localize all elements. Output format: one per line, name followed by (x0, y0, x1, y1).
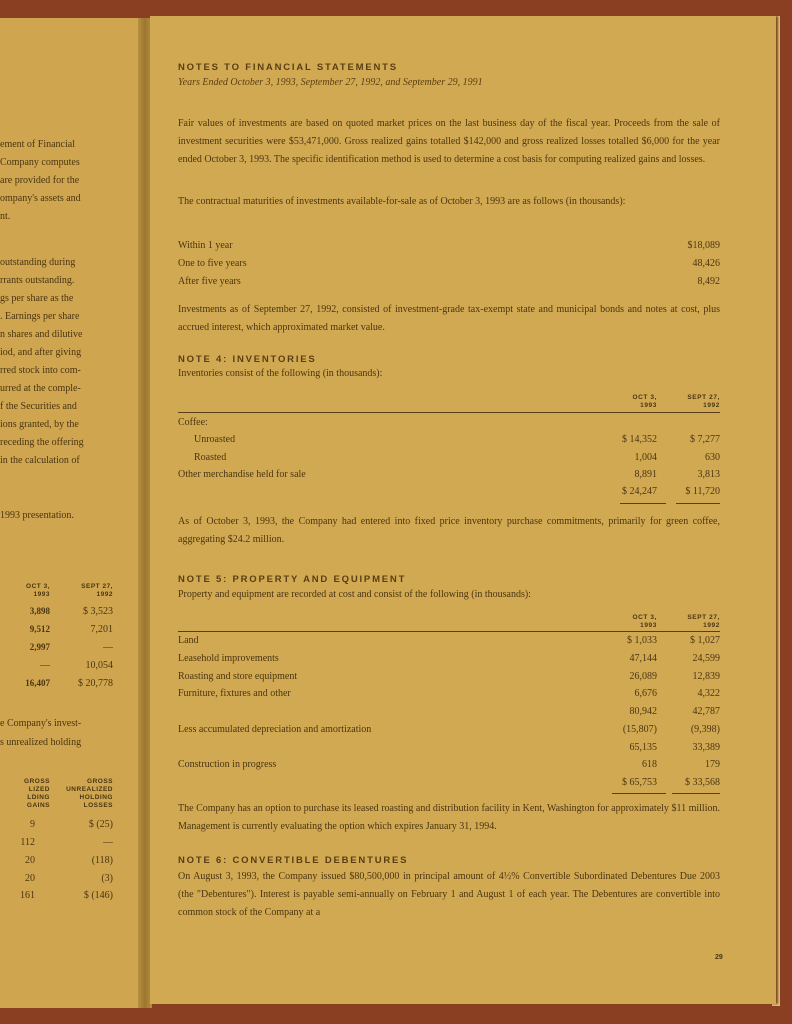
left-text-line: Company computes (0, 157, 80, 168)
note4-intro: Inventories consist of the following (in thousands): (178, 368, 383, 379)
note5-col2: SEPT 27, 1992 (687, 614, 720, 629)
left-table2-cell: 20 (25, 855, 35, 866)
property-subtotal: 80,942 (629, 706, 657, 717)
left-table2-cell: (118) (91, 855, 113, 866)
left-text-line: f the Securities and (0, 401, 77, 412)
property-subtotal: 33,389 (692, 742, 720, 753)
left-text-line: n shares and dilutive (0, 329, 83, 340)
maturity-label: One to five years (178, 258, 247, 269)
inventory-value: $ 7,277 (690, 434, 720, 445)
inventory-label: Unroasted (194, 434, 236, 445)
table-rule (178, 412, 720, 413)
left-text-line: ompany's assets and (0, 193, 81, 204)
left-text-line: 1993 presentation. (0, 510, 74, 521)
left-table2-cell: 161 (20, 890, 35, 901)
property-label: Leasehold improvements (178, 653, 279, 664)
left-text-line: in the calculation of (0, 455, 80, 466)
inventory-value: 1,004 (634, 452, 657, 463)
left-text-line: . Earnings per share (0, 311, 80, 322)
depreciation-value: (15,807) (622, 724, 657, 735)
inventory-value: $ 14,352 (622, 434, 657, 445)
property-value: 47,144 (629, 653, 657, 664)
depreciation-value: (9,398) (690, 724, 720, 735)
property-label: Land (178, 635, 199, 646)
left-table2-cell: $ (25) (88, 819, 113, 830)
note5-col1: OCT 3, 1993 (632, 614, 657, 629)
property-value: 4,322 (697, 688, 720, 699)
total-rule (612, 793, 666, 794)
note4-heading: NOTE 4: INVENTORIES (178, 354, 317, 365)
right-page (150, 16, 776, 1004)
left-table2-cell: — (103, 837, 113, 848)
property-label: Furniture, fixtures and other (178, 688, 291, 699)
depreciation-label: Less accumulated depreciation and amortization (178, 724, 372, 735)
left-table1-col1: OCT 3, 1993 (26, 583, 50, 598)
left-table2-cell: $ (146) (83, 890, 113, 901)
left-text-line: nt. (0, 211, 11, 222)
note5-heading: NOTE 5: PROPERTY AND EQUIPMENT (178, 574, 407, 585)
property-total: $ 33,568 (685, 777, 720, 788)
maturity-value: 48,426 (692, 258, 720, 269)
left-text-line: iod, and after giving (0, 347, 82, 358)
left-table2-col1: GROSS LIZED LDING GAINS (24, 778, 50, 809)
inventory-value: 8,891 (634, 469, 657, 480)
note4-col1: OCT 3, 1993 (632, 394, 657, 409)
left-text-line: ement of Financial (0, 139, 75, 150)
left-table1-cell: 2,997 (29, 642, 50, 652)
inventory-value: 630 (705, 452, 720, 463)
note4-col2: SEPT 27, 1992 (687, 394, 720, 409)
left-text-line: rrants outstanding. (0, 275, 75, 286)
property-subtotal: 42,787 (692, 706, 720, 717)
property-value: $ 1,027 (690, 635, 720, 646)
left-table2-cell: (3) (101, 873, 113, 884)
property-value: $ 1,033 (627, 635, 657, 646)
property-value: 26,089 (629, 671, 657, 682)
left-text-line: are provided for the (0, 175, 80, 186)
left-table1-cell: $ 20,778 (78, 678, 113, 689)
inventory-label: Roasted (194, 452, 227, 463)
property-total: $ 65,753 (622, 777, 657, 788)
left-table1-col2: SEPT 27, 1992 (81, 583, 113, 598)
left-table1-cell: 10,054 (85, 660, 113, 671)
page-subtitle: Years Ended October 3, 1993, September 27, 1992, and September 29, 1991 (178, 77, 483, 88)
intro-paragraph: Fair values of investments are based on quoted market prices on the last business day of the fiscal year. Proceeds from the sale of investment securities were $53,471,000. Gross realized gains totalled $142,000 and gross realized losses totalled $6,000 for the year ended October 3, 1993. The specific identification method is used to determine a cost basis for computing realized gains and losses. (178, 118, 720, 165)
left-table1-cell: — (40, 660, 50, 671)
left-table1-cell: 3,898 (29, 606, 50, 616)
maturity-value: $18,089 (687, 240, 720, 251)
left-text-line: gs per share as the (0, 293, 74, 304)
left-table1-cell: 9,512 (29, 624, 50, 634)
maturity-label: After five years (178, 276, 241, 287)
left-table1-cell: $ 3,523 (83, 606, 113, 617)
page-number: 29 (715, 954, 723, 961)
note5-intro: Property and equipment are recorded at cost and consist of the following (in thousands): (178, 589, 531, 600)
property-subtotal: 65,135 (629, 742, 657, 753)
left-text-line: urred at the comple- (0, 383, 81, 394)
left-text-line: e Company's invest- (0, 718, 82, 729)
inventory-total: $ 24,247 (622, 486, 657, 497)
total-rule (672, 793, 720, 794)
maturity-value: 8,492 (697, 276, 720, 287)
left-page (0, 18, 145, 1008)
total-rule (676, 503, 720, 504)
construction-value: 618 (642, 759, 657, 770)
debentures-paragraph: On August 3, 1993, the Company issued $80,500,000 in principal amount of 4½% Convertible Subordinated Debentures Due 2003 (the "Debentures"). Interest is payable semi-annually on February 1 and August 1 of each year. The Debentures are convertible into common stock of the Company at a (178, 871, 720, 918)
left-table2-cell: 112 (20, 837, 35, 848)
facility-option-paragraph: The Company has an option to purchase its leased roasting and distribution facility in Kent, Washington for approximately $11 million. Management is currently evaluating the option which expires January 31, 1994. (178, 803, 720, 832)
left-text-line: s unrealized holding (0, 737, 82, 748)
total-rule (620, 503, 666, 504)
left-text-line: ions granted, by the (0, 419, 79, 430)
inventory-value: 3,813 (697, 469, 720, 480)
maturities-paragraph: The contractual maturities of investments available-for-sale as of October 3, 1993 are as follows (in thousands): (178, 196, 626, 207)
inventory-commitments-paragraph: As of October 3, 1993, the Company had entered into fixed price inventory purchase commitments, primarily for green coffee, aggregating $24.2 million. (178, 516, 720, 545)
left-table1-cell: 16,407 (25, 678, 50, 688)
left-table2-cell: 20 (25, 873, 35, 884)
inventory-total: $ 11,720 (685, 486, 720, 497)
coffee-label: Coffee: (178, 417, 208, 428)
property-value: 24,599 (692, 653, 720, 664)
inventory-label: Other merchandise held for sale (178, 469, 306, 480)
left-table2-col2: GROSS UNREALIZED HOLDING LOSSES (66, 778, 113, 809)
page-title: NOTES TO FINANCIAL STATEMENTS (178, 62, 398, 73)
property-value: 12,839 (692, 671, 720, 682)
construction-label: Construction in progress (178, 759, 277, 770)
left-table2-cell: 9 (30, 819, 35, 830)
left-text-line: rred stock into com- (0, 365, 81, 376)
left-table1-cell: — (103, 642, 113, 653)
note6-heading: NOTE 6: CONVERTIBLE DEBENTURES (178, 855, 409, 866)
table-rule (178, 631, 720, 632)
construction-value: 179 (705, 759, 720, 770)
property-value: 6,676 (634, 688, 657, 699)
property-label: Roasting and store equipment (178, 671, 298, 682)
left-text-line: receding the offering (0, 437, 84, 448)
maturity-label: Within 1 year (178, 240, 233, 251)
investments-paragraph: Investments as of September 27, 1992, consisted of investment-grade tax-exempt state and municipal bonds and notes at cost, plus accrued interest, which approximated market value. (178, 304, 720, 333)
left-text-line: outstanding during (0, 257, 76, 268)
left-table1-cell: 7,201 (90, 624, 113, 635)
